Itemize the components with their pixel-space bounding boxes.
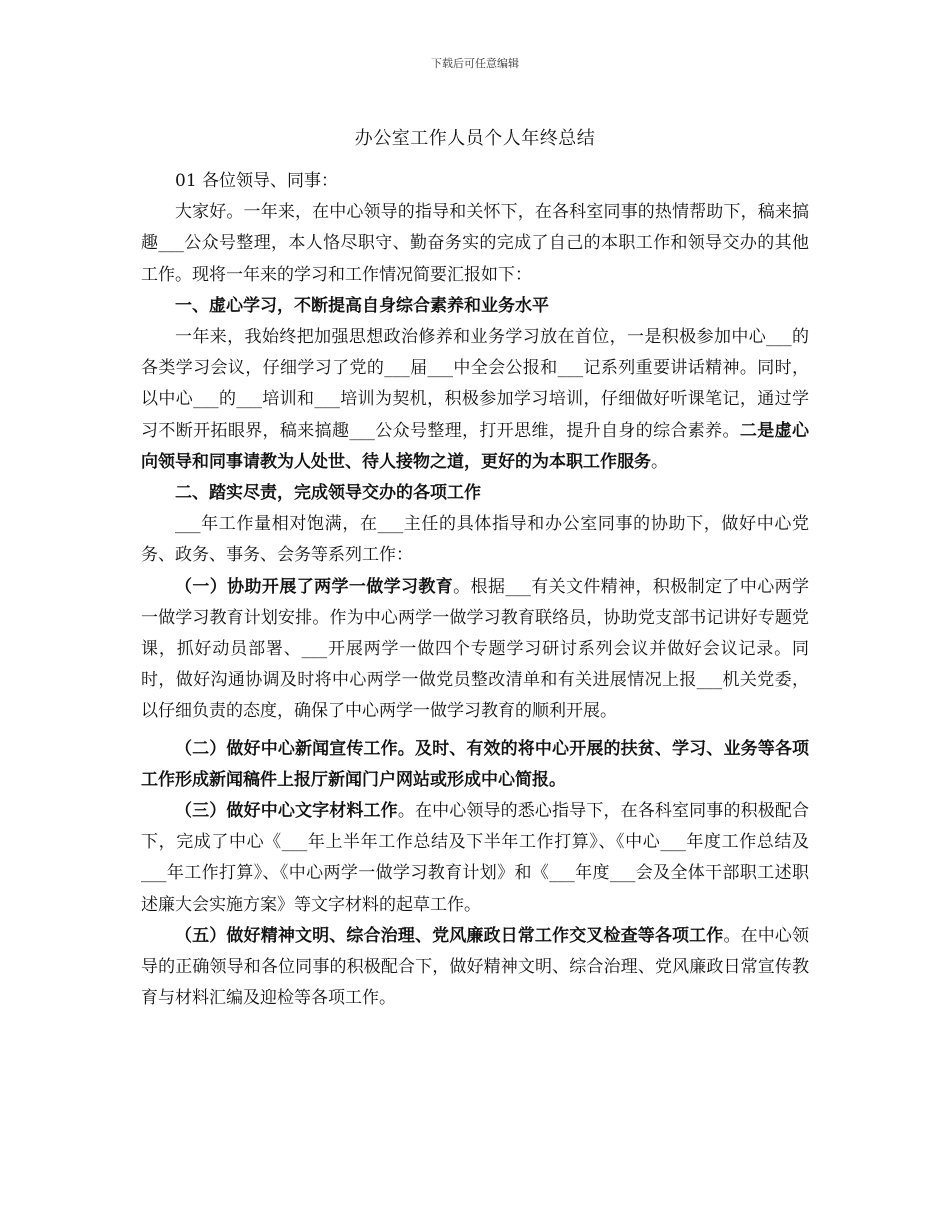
intro-paragraph: 大家好。一年来，在中心领导的指导和关怀下，在各科室同事的热情帮助下，稿来搞趣___公众号整理，本人恪尽职守、勤奋务实的完成了自己的本职工作和领导交办的其他工作。现将一年来的学习和工作情况简要汇报如下： (141, 202, 809, 285)
item1-heading: （一）协助开展了两学一做学习教育 (175, 576, 454, 597)
section2-paragraph: ___年工作量相对饱满，在___主任的具体指导和办公室同事的协助下，做好中心党务、政务、事务、会务等系列工作： (141, 514, 809, 566)
section2-heading: 二、踏实尽责，完成领导交办的各项工作 (175, 483, 481, 504)
item3-text: 。在中心领导的悉心指导下，在各科室同事的积极配合下，完成了中心《___年上半年工作总结及下半年工作打算》、《中心___年度工作总结及___年工作打算》、《中心两学一做学习教育计划》和《___年度___会及全体干部职工述职述廉大会实施方案》等文字材料的起草工作。 (141, 801, 810, 915)
item5-heading: （五）做好精神文明、综合治理、党风廉政日常工作交叉检查等各项工作 (175, 925, 724, 946)
item5-paragraph (141, 921, 809, 1015)
item2-paragraph: （二）做好中心新闻宣传工作。及时、有效的将中心开展的扶贫、学习、业务等各项工作形成新闻稿件上报厅新闻门户网站或形成中心简报。 (141, 738, 809, 790)
document-title: 办公室工作人员个人年终总结 (354, 128, 596, 149)
item3-heading: （三）做好中心文字材料工作 (175, 801, 398, 822)
salutation: 01 各位领导、同事： (175, 171, 339, 191)
item3-paragraph (141, 796, 809, 921)
item1-text: 。根据___有关文件精神，积极制定了中心两学一做学习教育计划安排。作为中心两学一做学习教育联络员，协助党支部书记讲好专题党课，抓好动员部署、___开展两学一做四个专题学习研讨系列会议并做好会议记录。同时，做好沟通协调及时将中心两学一做党员整改清单和有关进展情况上报___机关党委，以仔细负责的态度，确保了中心两学一做学习教育的顺利开展。 (141, 576, 809, 722)
item1-paragraph (141, 572, 809, 728)
section1-heading: 一、虚心学习，不断提高自身综合素养和业务水平 (175, 295, 549, 316)
section1-text: 一年来，我始终把加强思想政治修养和业务学习放在首位，一是积极参加中心___的各类学习会议，仔细学习了党的___届___中全会公报和___记系列重要讲话精神。同时，以中心___的___培训和___培训为契机，积极参加学习培训，仔细做好听课笔记，通过学习不断开拓眼界，稿来搞趣___公众号整理，打开思维，提升自身的综合素养。 (141, 327, 809, 441)
section1-paragraph (141, 322, 809, 478)
item5-text: 。在中心领导的正确领导和各位同事的积极配合下，做好精神文明、综合治理、党风廉政日常宣传教育与材料汇编及迎检等各项工作。 (141, 925, 810, 1009)
page-header-note: 下载后可任意编辑 (431, 57, 519, 70)
section1-bold-text: 二是虚心向领导和同事请教为人处世、待人接物之道，更好的为本职工作服务 (141, 420, 810, 472)
document-body (141, 166, 809, 1014)
section1-end: 。 (651, 451, 668, 472)
